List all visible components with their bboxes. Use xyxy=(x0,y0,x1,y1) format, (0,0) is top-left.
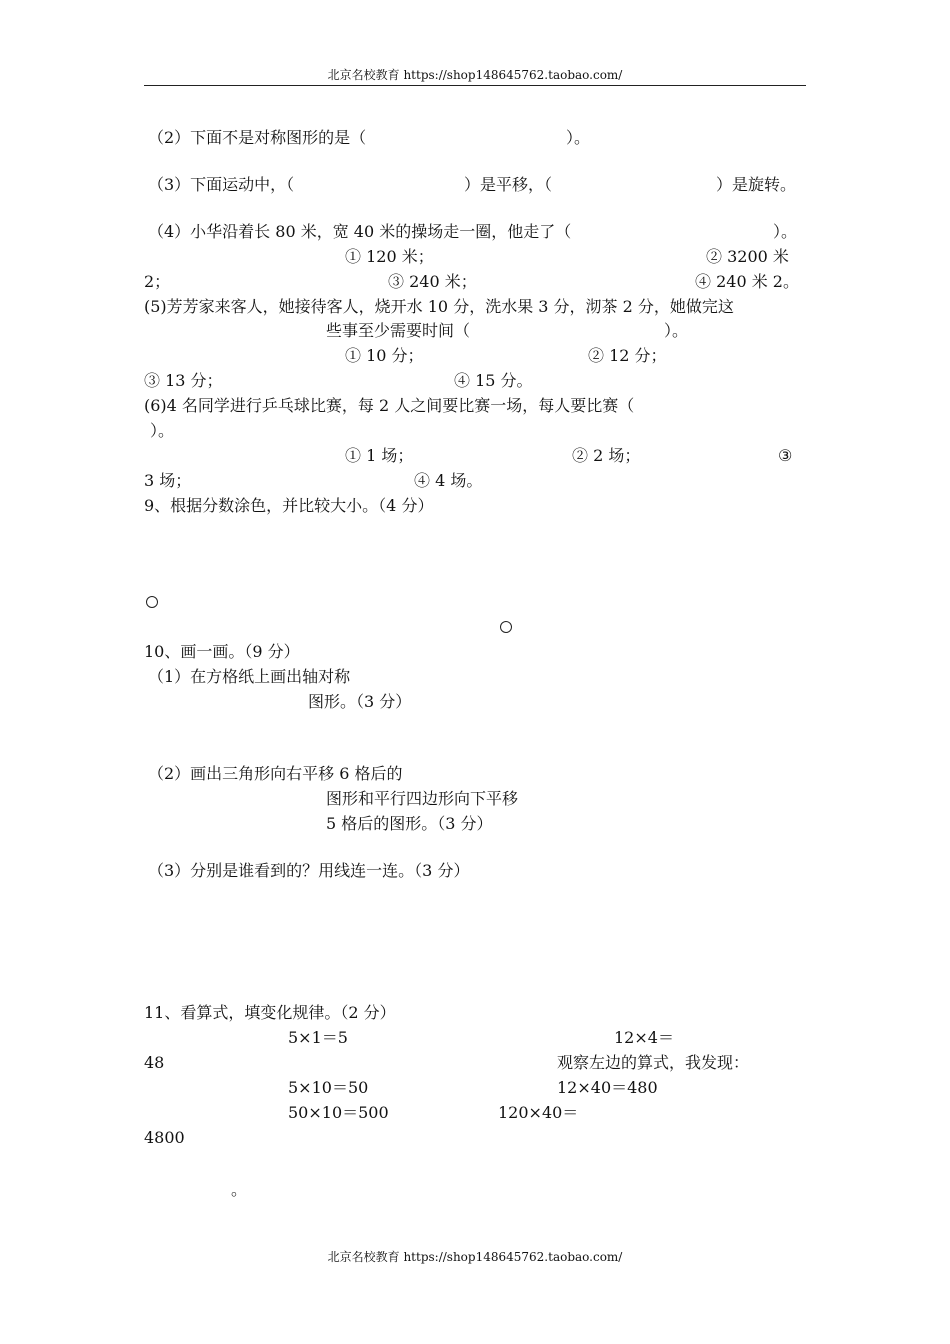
q11-left-eq-2: 5×10＝50 xyxy=(288,1078,369,1097)
header-rule xyxy=(144,85,806,86)
q8-3-end: ）是旋转。 xyxy=(716,175,797,194)
q8-4-option-3: ③ 240 米； xyxy=(388,272,477,291)
q10-2-stem: （2）画出三角形向右平移 6 格后的 xyxy=(148,764,403,783)
q8-6-option-2: ② 2 场； xyxy=(572,446,641,465)
q11-right-eq-1-cont: 48 xyxy=(144,1053,165,1072)
q9-title: 9、根据分数涂色，并比较大小。（4 分） xyxy=(144,496,434,515)
q11-observe-label: 观察左边的算式，我发现： xyxy=(557,1053,750,1072)
q8-5-stem-cont: 些事至少需要时间（ xyxy=(326,321,471,340)
q8-4-stem: （4）小华沿着长 80 米，宽 40 米的操场走一圈，他走了（ xyxy=(148,222,572,241)
q8-5-end: ）。 xyxy=(664,321,689,340)
q10-1-stem: （1）在方格纸上画出轴对称 xyxy=(148,667,351,686)
q8-4-option-4: ④ 240 米 2。 xyxy=(695,272,799,291)
q8-4-option-1: ① 120 米； xyxy=(345,247,434,266)
q10-title: 10、画一画。（9 分） xyxy=(144,642,300,661)
q8-4-option-2: ② 3200 米 xyxy=(706,247,789,266)
q11-left-eq-3: 50×10＝500 xyxy=(288,1103,389,1122)
q8-5-option-4: ④ 15 分。 xyxy=(454,371,533,390)
q11-left-eq-1: 5×1＝5 xyxy=(288,1028,348,1047)
q10-1-stem-cont: 图形。（3 分） xyxy=(308,692,412,711)
q11-right-eq-3: 120×40＝ xyxy=(498,1103,579,1122)
q10-2-stem-end: 5 格后的图形。（3 分） xyxy=(326,814,493,833)
q8-4-end: ）。 xyxy=(773,222,798,241)
q8-6-option-3: ③ xyxy=(778,446,793,465)
q10-3-stem: （3）分别是谁看到的？用线连一连。（3 分） xyxy=(148,861,470,880)
q11-title: 11、看算式，填变化规律。（2 分） xyxy=(144,1003,396,1022)
q8-6-option-4: ④ 4 场。 xyxy=(414,471,483,490)
q8-6-end: ）。 xyxy=(150,421,175,440)
q8-3-mid: ）是平移，（ xyxy=(464,175,553,194)
q8-6-option-1: ① 1 场； xyxy=(345,446,414,465)
q8-2-end: ）。 xyxy=(566,128,591,147)
q8-3-stem: （3）下面运动中，（ xyxy=(148,175,295,194)
q8-2-stem: （2）下面不是对称图形的是（ xyxy=(148,128,367,147)
q10-2-stem-cont: 图形和平行四边形向下平移 xyxy=(326,789,519,808)
q8-5-stem: (5)芳芳家来客人，她接待客人，烧开水 10 分，洗水果 3 分，沏茶 2 分，她做完这 xyxy=(144,297,734,316)
q8-4-option-2-cont: 2； xyxy=(144,272,171,291)
q8-6-stem: (6)4 名同学进行乒乓球比赛，每 2 人之间要比赛一场，每人要比赛（ xyxy=(144,396,635,415)
page-header: 北京名校教育 https://shop148645762.taobao.com/ xyxy=(327,68,623,82)
q11-answer-end: 。 xyxy=(231,1180,248,1199)
compare-circle-left xyxy=(146,596,158,608)
q8-5-option-2: ② 12 分； xyxy=(588,346,667,365)
q8-5-option-1: ① 10 分； xyxy=(345,346,424,365)
page-footer: 北京名校教育 https://shop148645762.taobao.com/ xyxy=(327,1250,623,1264)
q11-right-eq-1: 12×4＝ xyxy=(614,1028,674,1047)
q11-right-eq-2: 12×40＝480 xyxy=(557,1078,658,1097)
q8-6-option-3-cont: 3 场； xyxy=(144,471,192,490)
q8-5-option-3: ③ 13 分； xyxy=(144,371,223,390)
q11-right-eq-3-cont: 4800 xyxy=(144,1128,185,1147)
compare-circle-right xyxy=(500,621,512,633)
